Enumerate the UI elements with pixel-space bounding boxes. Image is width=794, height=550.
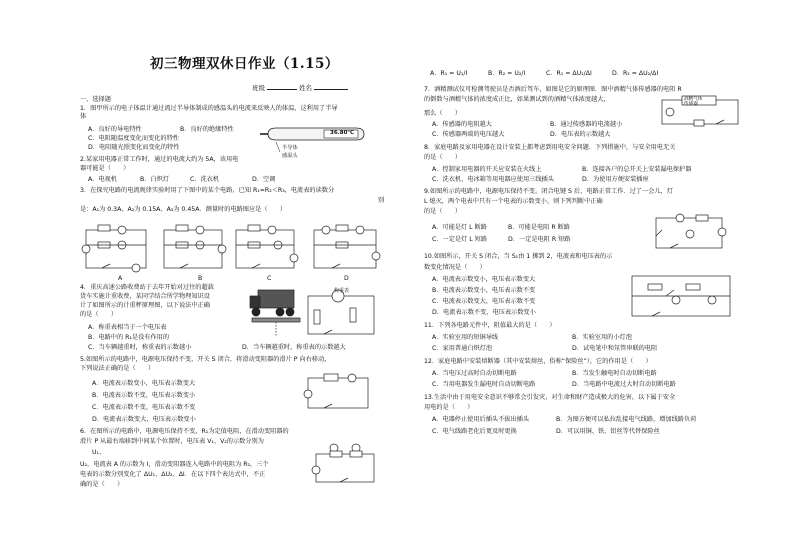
circuit-b	[164, 225, 226, 268]
q7-option-d: D．电压表的示数越大	[550, 131, 611, 138]
q5-option-c: C．电流表示数不变，电压表示数不变	[92, 404, 196, 411]
q9-circuit	[650, 212, 730, 252]
q6-stem-4: U₂，电流表 A 的示数为 I，滑动变阻器连入电路中的电阻为 R₂，三个	[80, 461, 269, 468]
q4-option-b: B．电路中的 R₁是没有作用的	[88, 334, 170, 341]
q13-option-b: B．为图方便可以私拉乱接电气线路，增加线路负荷	[556, 416, 697, 423]
q3-label-b: B	[198, 275, 203, 282]
q8-stem-1: 8．家庭电路及家用电器在设计安装上都考虑到用电安全问题．下列措施中，与安全用电无关	[424, 144, 676, 151]
q10-stem-2: 数变化情况是（ ）	[424, 264, 486, 271]
q4-stem-1: 4．重庆高速公路收费站于去年开始对过往的超载	[80, 284, 214, 291]
q2-option-c: C．洗衣机	[190, 176, 220, 183]
q9-option-b: B．可能是电阻 R 断路	[508, 224, 570, 231]
q4-option-c: C．当车辆越重时，称重表的示数越小	[88, 344, 192, 351]
q1-stem-2: 体	[80, 113, 87, 120]
q10-option-d: D．电流表示数不变，电压表示数变小	[432, 309, 536, 316]
circuit-d	[314, 225, 380, 268]
q1-option-b: B．良好的绝缘特性	[180, 126, 234, 133]
q1-stem-1: 1．图甲所示的电子体温计通过流过半导体制成的感温头的电流来反映人的体温，这利用了半导	[80, 105, 338, 112]
q4-option-a: A．称重表相当于一个电压表	[88, 324, 167, 331]
q9-stem-2: L 熄灭，两个电表中只有一个电表的示数变小，则下列判断中正确	[424, 198, 603, 205]
q7-option-a: A．传感器的电阻越大	[432, 121, 492, 128]
q5-stem-2: 下列说法正确的是（ ）	[80, 365, 155, 372]
q11-stem-1: 11．下列各电路元件中，阻值最大的是（ ）	[424, 322, 556, 329]
q3-label-a: A	[118, 275, 123, 282]
q13-stem-2: 用电的是（ ）	[424, 404, 474, 411]
q5-stem-1: 5.如图所示的电路中，电源电压保持不变，开关 S 闭合，将滑动变阻器的滑片 P 向右移动，	[80, 356, 331, 363]
q4-stem-4: 的是（ ）	[80, 311, 118, 318]
q6-stem-2: 滑片 P 从最右端移到中间某个位置时，电压表 V₁、V₂的示数分别为	[80, 438, 264, 445]
q7-stem-3: 那么（ ）	[424, 110, 462, 117]
q11-option-a: A．实验室用的短铜导线	[432, 334, 499, 341]
q7-fig-label-2: 传感器	[684, 102, 698, 107]
name-blank	[314, 83, 348, 90]
q5-option-d: D．电流表示数变大，电压表示数变小	[92, 416, 196, 423]
q13-option-a: A．电器停止使用后插头不拔出插头	[432, 416, 530, 423]
q6-stem-5: 电表的示数分别变化了 ΔU₁、ΔU₂、ΔI．在以下四个表达式中，不正	[80, 471, 266, 478]
q6-option-a: A．R₁ = U₁/I	[430, 70, 468, 77]
q11-option-c: C．家用普通白炽灯泡	[432, 345, 493, 352]
q9-option-a: A．可能是灯 L 断路	[432, 224, 487, 231]
thermometer-drawing	[266, 124, 366, 154]
q10-option-c: C．电流表示数变大，电压表示数不变	[432, 298, 536, 305]
q2-option-b: B．白炽灯	[140, 176, 169, 183]
q10-option-b: B．电流表示数变小，电压表示数不变	[432, 287, 536, 294]
q1-option-d: D．电阻随光照变化而变化的特性	[88, 144, 180, 151]
q13-option-c: C．电气线路老化后更及时更换	[432, 428, 517, 435]
q6-circuit	[310, 444, 380, 488]
q9-option-d: D．一定是电阻 R 短路	[508, 236, 571, 243]
circuit-a	[82, 225, 146, 272]
q7-stem-2: 的倒数与酒精气体的浓度成正比，如果测试到的酒精气体浓度越大，	[424, 96, 610, 103]
q7-fig-label-1: 酒精气体	[684, 97, 703, 102]
q5-option-a: A．电流表示数变小，电压表示数变大	[92, 380, 196, 387]
q9-stem-3: 的是（ ）	[424, 208, 462, 215]
q3-label-c: C	[267, 275, 272, 282]
q7-option-c: C．传感器两端的电压越大	[432, 131, 505, 138]
q4-stem-3: 计了如图所示的计重秤原理图，以下说法中正确	[80, 302, 210, 309]
q6-option-c: C．R₁ = ΔU₁/ΔI	[546, 70, 592, 77]
q1-option-a: A．良好的导电特性	[88, 126, 142, 133]
q12-option-c: C．当用电器发生漏电时自动切断电路	[432, 381, 536, 388]
q2-stem-1: 2.某家用电器正常工作时，通过的电流大约为 5A，该用电	[80, 156, 239, 163]
q11-option-b: B．实验室用的小灯泡	[572, 334, 632, 341]
q12-stem-1: 12．家庭电路中安装熔断器（其中安装熔丝，俗称“保险丝”），它的作用是（ ）	[424, 358, 652, 365]
q12-option-d: D．当电路中电流过大时自动切断电路	[572, 381, 676, 388]
q10-circuit	[626, 270, 736, 322]
q9-stem-1: 9.如图所示的电路中，电源电压保持不变。闭合电键 S 后，电路正常工作．过了一会儿，灯	[424, 188, 673, 195]
class-blank	[267, 83, 297, 90]
q11-option-d: D．试电笔中和氖管串联的电阻	[572, 345, 658, 352]
q4-weighing-figure	[252, 284, 380, 340]
q6-stem-3: U₁、	[92, 449, 106, 456]
q4-stem-2: 货车实施计重收费，某同学结合所学物理知识设	[80, 293, 210, 300]
page-title: 初三物理双休日作业（1.15）	[150, 56, 339, 72]
class-label: 班级	[252, 84, 265, 92]
q8-option-c: C．洗衣机、电冰箱等用电器应使用三线插头	[432, 176, 554, 183]
q8-option-b: B．连接各户的总开关上安装漏电保护器	[582, 166, 692, 173]
q2-option-a: A．电视机	[88, 176, 117, 183]
q4-option-d: D．当车辆越重时，称重表的示数越大	[242, 344, 346, 351]
q3-circuit-diagrams	[84, 222, 384, 274]
class-name-line	[252, 83, 350, 92]
q13-option-d: D．可以用铜、铁、铝丝等代替保险丝	[556, 428, 660, 435]
q4-fig-label: 称重表	[334, 288, 350, 294]
q3-stem-2: 是：A₁为 0.3A、A₂为 0.15A、A₃为 0.45A．测量时的电路图应是（ ）	[80, 206, 287, 213]
q3-label-d: D	[344, 275, 349, 282]
name-label: 姓名	[299, 84, 312, 92]
q8-option-d: D．为使用方便安装插座	[582, 176, 649, 183]
q3-stem-1b: 别	[378, 197, 385, 204]
q8-option-a: A．控制家用电器的开关应安装在火线上	[432, 166, 542, 173]
q5-option-b: B．电流表示数不变，电压表示数变小	[92, 392, 196, 399]
thermometer-reading: 36.80℃	[330, 130, 355, 136]
circuit-c	[236, 225, 298, 268]
q7-option-b: B．通过传感器的电流越小	[550, 121, 623, 128]
q10-stem-1: 10.如图所示，开关 S 闭合，当 S₁由 1 掷到 2，电流表和电压表的示	[424, 253, 613, 260]
q3-stem-1: 3．在探究电路的电流规律实验时用了下图中的某个电路，已知 R₁=R₂＜R₃，电流表的读数分	[80, 187, 335, 194]
q6-option-b: B．R₂ = U₂/I	[488, 70, 526, 77]
q2-option-d: D．空调	[252, 176, 276, 183]
q12-option-b: B．当发生触电时自动切断电路	[572, 370, 657, 377]
thermometer-label-2: 感温头	[282, 153, 298, 159]
q10-option-a: A．电流表示数变小，电压表示数变大	[432, 276, 536, 283]
q8-stem-2: 的是（ ）	[424, 154, 462, 161]
q6-option-d: D．R₂ = ΔU₂/ΔI	[612, 70, 659, 77]
q13-stem-1: 13.生活中由于用电安全意识不够常会引发灾，对生命和财产造成极大的危害，以下属于安全	[424, 394, 676, 401]
q12-option-a: A．当电压过高时自动切断电路	[432, 370, 517, 377]
thermometer-label-1: 半导体	[282, 145, 298, 151]
q7-stem-1: 7．酒精测试仪可检测驾驶员是否酒后驾车，如图是它的原理图．图中酒精气体传感器的电阻 R	[424, 86, 682, 93]
q2-stem-2: 器可能是（ ）	[80, 165, 130, 172]
q5-circuit	[300, 372, 376, 414]
q6-stem-1: 6．在图所示的电路中，电源电压保持不变，R₁为定值电阻，在滑动变阻器的	[80, 428, 289, 435]
q9-option-c: C．一定是灯 L 短路	[432, 236, 488, 243]
q1-option-c: C．电阻随温度变化而变化的特性	[88, 135, 179, 142]
q6-stem-6: 确的是（ ）	[80, 481, 124, 488]
section-heading: 一、选择题	[80, 96, 111, 103]
